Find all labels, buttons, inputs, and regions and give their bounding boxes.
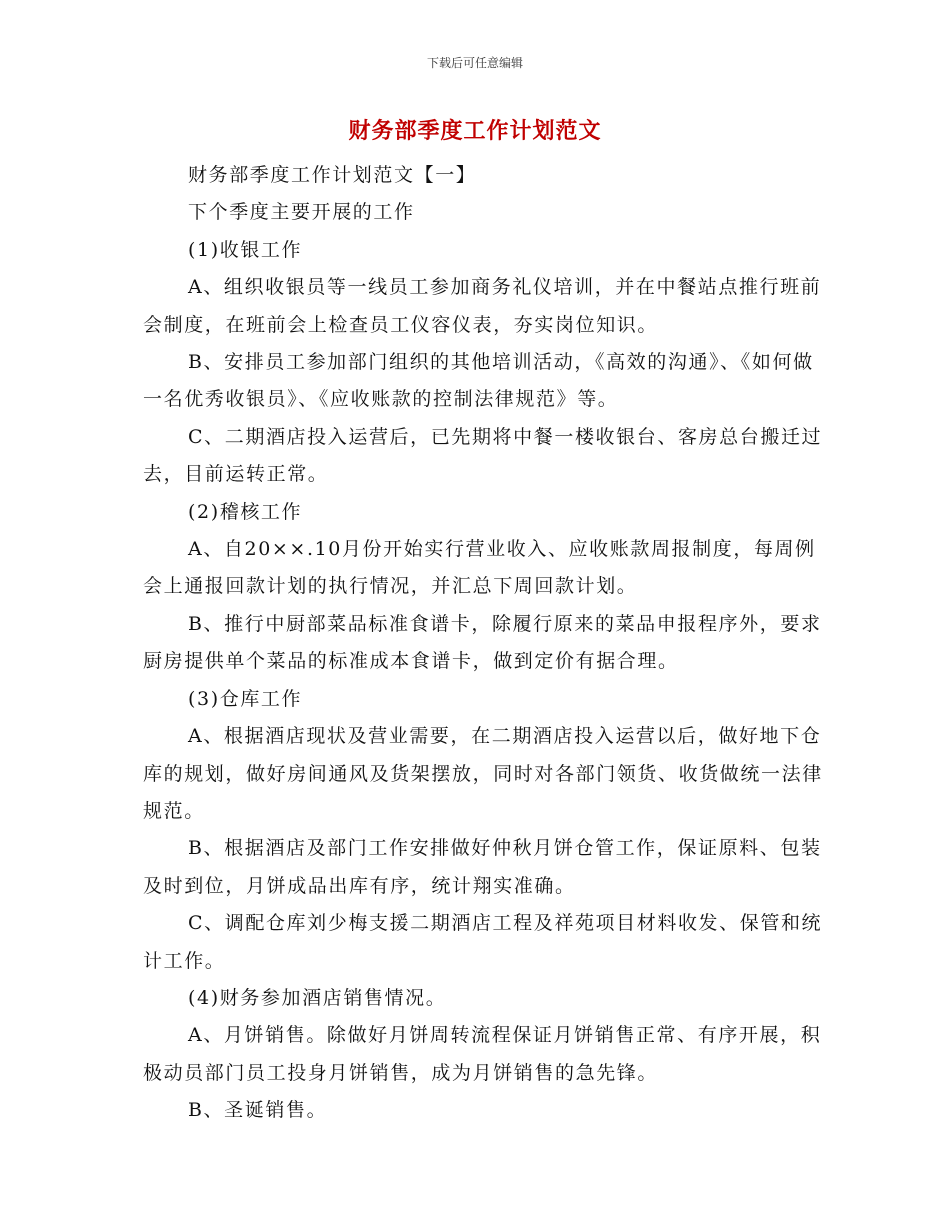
document-title: 财务部季度工作计划范文	[348, 118, 602, 144]
paragraph: B、根据酒店及部门工作安排做好仲秋月饼仓管工作，保证原料、包装及时到位，月饼成品出库有序，统计翔实准确。	[143, 837, 822, 897]
item-heading-sales: (4)财务参加酒店销售情况。	[188, 986, 447, 1009]
paragraph: B、推行中厨部菜品标准食谱卡，除履行原来的菜品申报程序外，要求厨房提供单个菜品的标准成本食谱卡，做到定价有据合理。	[143, 612, 822, 673]
paragraph: A、组织收银员等一线员工参加商务礼仪培训，并在中餐站点推行班前会制度，在班前会上检查员工仪容仪表，夯实岗位知识。	[143, 276, 822, 336]
paragraph: C、调配仓库刘少梅支援二期酒店工程及祥苑项目材料收发、保管和统计工作。	[143, 912, 823, 972]
paragraph: B、安排员工参加部门组织的其他培训活动，《高效的沟通》、《如何做一名优秀收银员》、《应收账款的控制法律规范》等。	[143, 351, 814, 411]
item-heading-cashier: (1)收银工作	[188, 238, 303, 261]
paragraph: A、根据酒店现状及营业需要，在二期酒店投入运营以后，做好地下仓库的规划，做好房间通风及货架摆放，同时对各部门领货、收货做统一法律规范。	[143, 725, 823, 822]
page-header-note: 下载后可任意编辑	[426, 56, 523, 70]
paragraph: C、二期酒店投入运营后，已先期将中餐一楼收银台、客房总台搬迁过去，目前运转正常。	[143, 425, 823, 486]
paragraph: A、自20××.10月份开始实行营业收入、应收账款周报制度，每周例会上通报回款计划的执行情况，并汇总下周回款计划。	[143, 538, 816, 598]
paragraph: A、月饼销售。除做好月饼周转流程保证月饼销售正常、有序开展，积极动员部门员工投身月饼销售，成为月饼销售的急先锋。	[143, 1024, 822, 1084]
section-subheading: 下个季度主要开展的工作	[188, 201, 415, 224]
item-heading-warehouse: (3)仓库工作	[188, 687, 303, 710]
item-heading-audit: (2)稽核工作	[188, 500, 303, 523]
document-body	[143, 157, 823, 1130]
paragraph: B、圣诞销售。	[188, 1099, 328, 1122]
section-heading: 财务部季度工作计划范文【一】	[188, 164, 477, 186]
